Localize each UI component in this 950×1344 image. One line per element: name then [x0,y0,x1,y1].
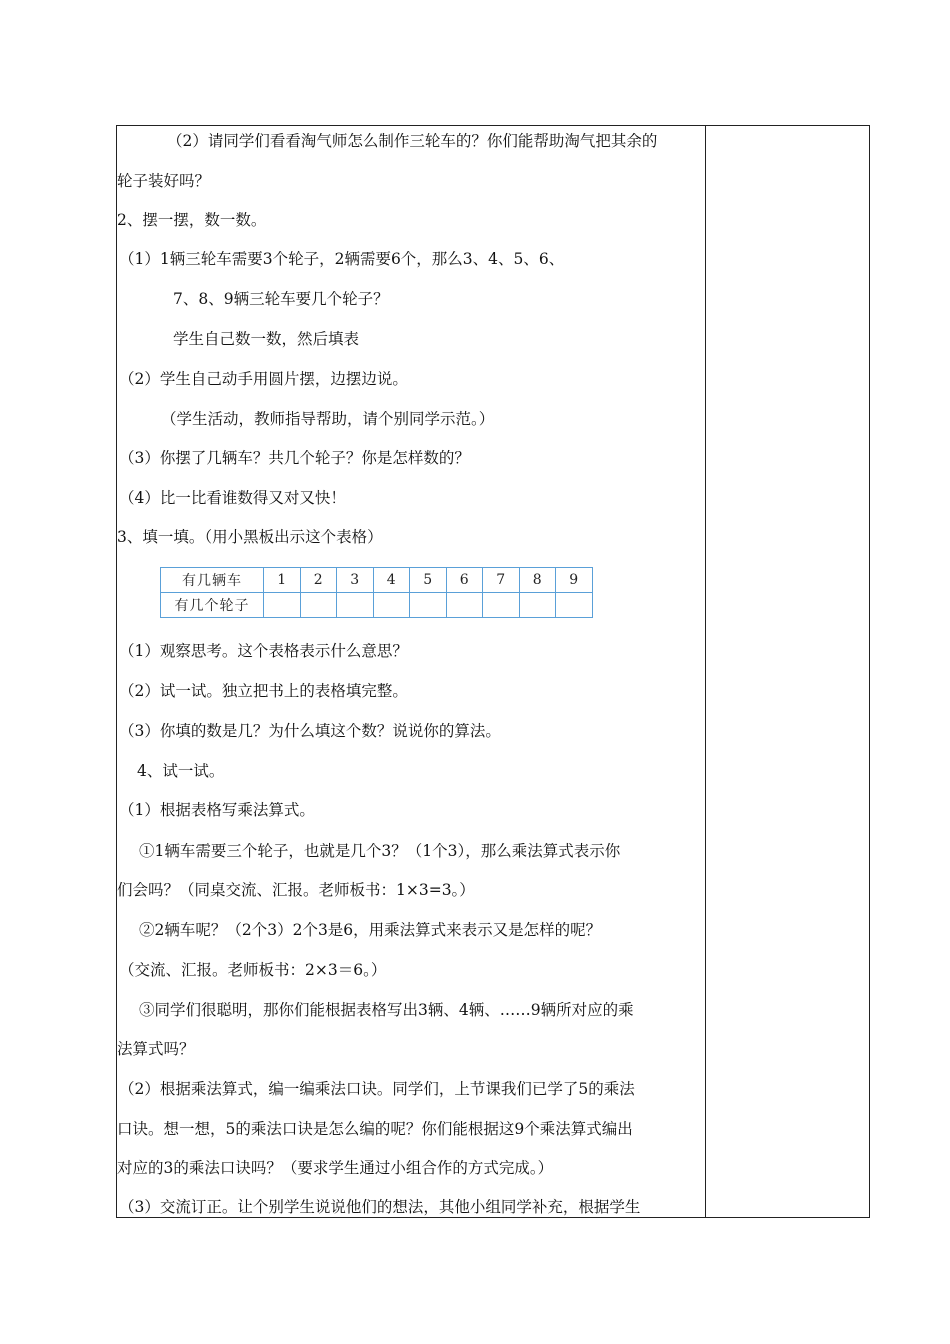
text-line: ①1辆车需要三个轮子，也就是几个3？（1个3），那么乘法算式表示你 [139,842,621,860]
table-cell [337,593,374,618]
text-line: 法算式吗？ [117,1040,195,1058]
table-cell [300,593,337,618]
text-line: （交流、汇报。老师板书：2×3＝6。） [119,961,387,979]
text-line: 2、摆一摆，数一数。 [117,211,267,229]
text-line: （1）1辆三轮车需要3个轮子，2辆需要6个，那么3、4、5、6、 [119,250,565,268]
table-cell [483,593,520,618]
text-line: （2）根据乘法算式，编一编乘法口诀。同学们，上节课我们已学了5的乘法 [119,1080,635,1098]
text-line: （4）比一比看谁数得又对又快！ [119,489,346,507]
text-line: 4、试一试。 [137,762,225,780]
text-line: 学生自己数一数，然后填表 [173,330,360,348]
text-line: 7、8、9辆三轮车要几个轮子？ [173,290,389,308]
table-cell: 8 [519,568,556,593]
text-line: （1）根据表格写乘法算式。 [119,801,315,819]
text-line: （2）学生自己动手用圆片摆，边摆边说。 [119,370,408,388]
table-cell [556,593,593,618]
table-row [161,568,593,593]
table-cell: 4 [373,568,410,593]
table-cell [446,593,483,618]
table-row [161,593,593,618]
text-line: 3、填一填。（用小黑板出示这个表格） [117,528,383,546]
table-cell: 6 [446,568,483,593]
table-cell: 7 [483,568,520,593]
text-line: （3）你摆了几辆车？共几个轮子？你是怎样数的？ [119,449,470,467]
table-cell [519,593,556,618]
text-line: （学生活动，教师指导帮助，请个别同学示范。） [161,410,495,428]
wheel-count-table [160,567,593,618]
text-line: 轮子装好吗？ [117,172,211,190]
text-line: ②2辆车呢？（2个3）2个3是6，用乘法算式来表示又是怎样的呢？ [139,921,602,939]
text-line: 们会吗？（同桌交流、汇报。老师板书：1×3=3。） [117,881,475,899]
text-line: （3）你填的数是几？为什么填这个数？说说你的算法。 [119,722,501,740]
text-line: 对应的3的乘法口诀吗？（要求学生通过小组合作的方式完成。） [117,1159,554,1177]
table-cell [373,593,410,618]
text-line: （2）试一试。独立把书上的表格填完整。 [119,682,408,700]
row-label: 有几辆车 [161,568,264,593]
text-line: 口诀。想一想，5的乘法口诀是怎么编的呢？你们能根据这9个乘法算式编出 [117,1120,633,1138]
table-cell: 1 [264,568,301,593]
table-cell: 9 [556,568,593,593]
row-label: 有几个轮子 [161,593,264,618]
text-line: （2）请同学们看看淘气师怎么制作三轮车的？你们能帮助淘气把其余的 [167,132,658,150]
text-line: ③同学们很聪明，那你们能根据表格写出3辆、4辆、……9辆所对应的乘 [139,1001,634,1019]
text-line: （1）观察思考。这个表格表示什么意思？ [119,642,408,660]
table-cell: 5 [410,568,447,593]
table-cell: 2 [300,568,337,593]
column-divider [705,126,706,1217]
table-cell [410,593,447,618]
text-line: （3）交流订正。让个别学生说说他们的想法，其他小组同学补充，根据学生 [119,1198,641,1216]
table-cell [264,593,301,618]
lesson-table [116,125,870,1218]
table-cell: 3 [337,568,374,593]
